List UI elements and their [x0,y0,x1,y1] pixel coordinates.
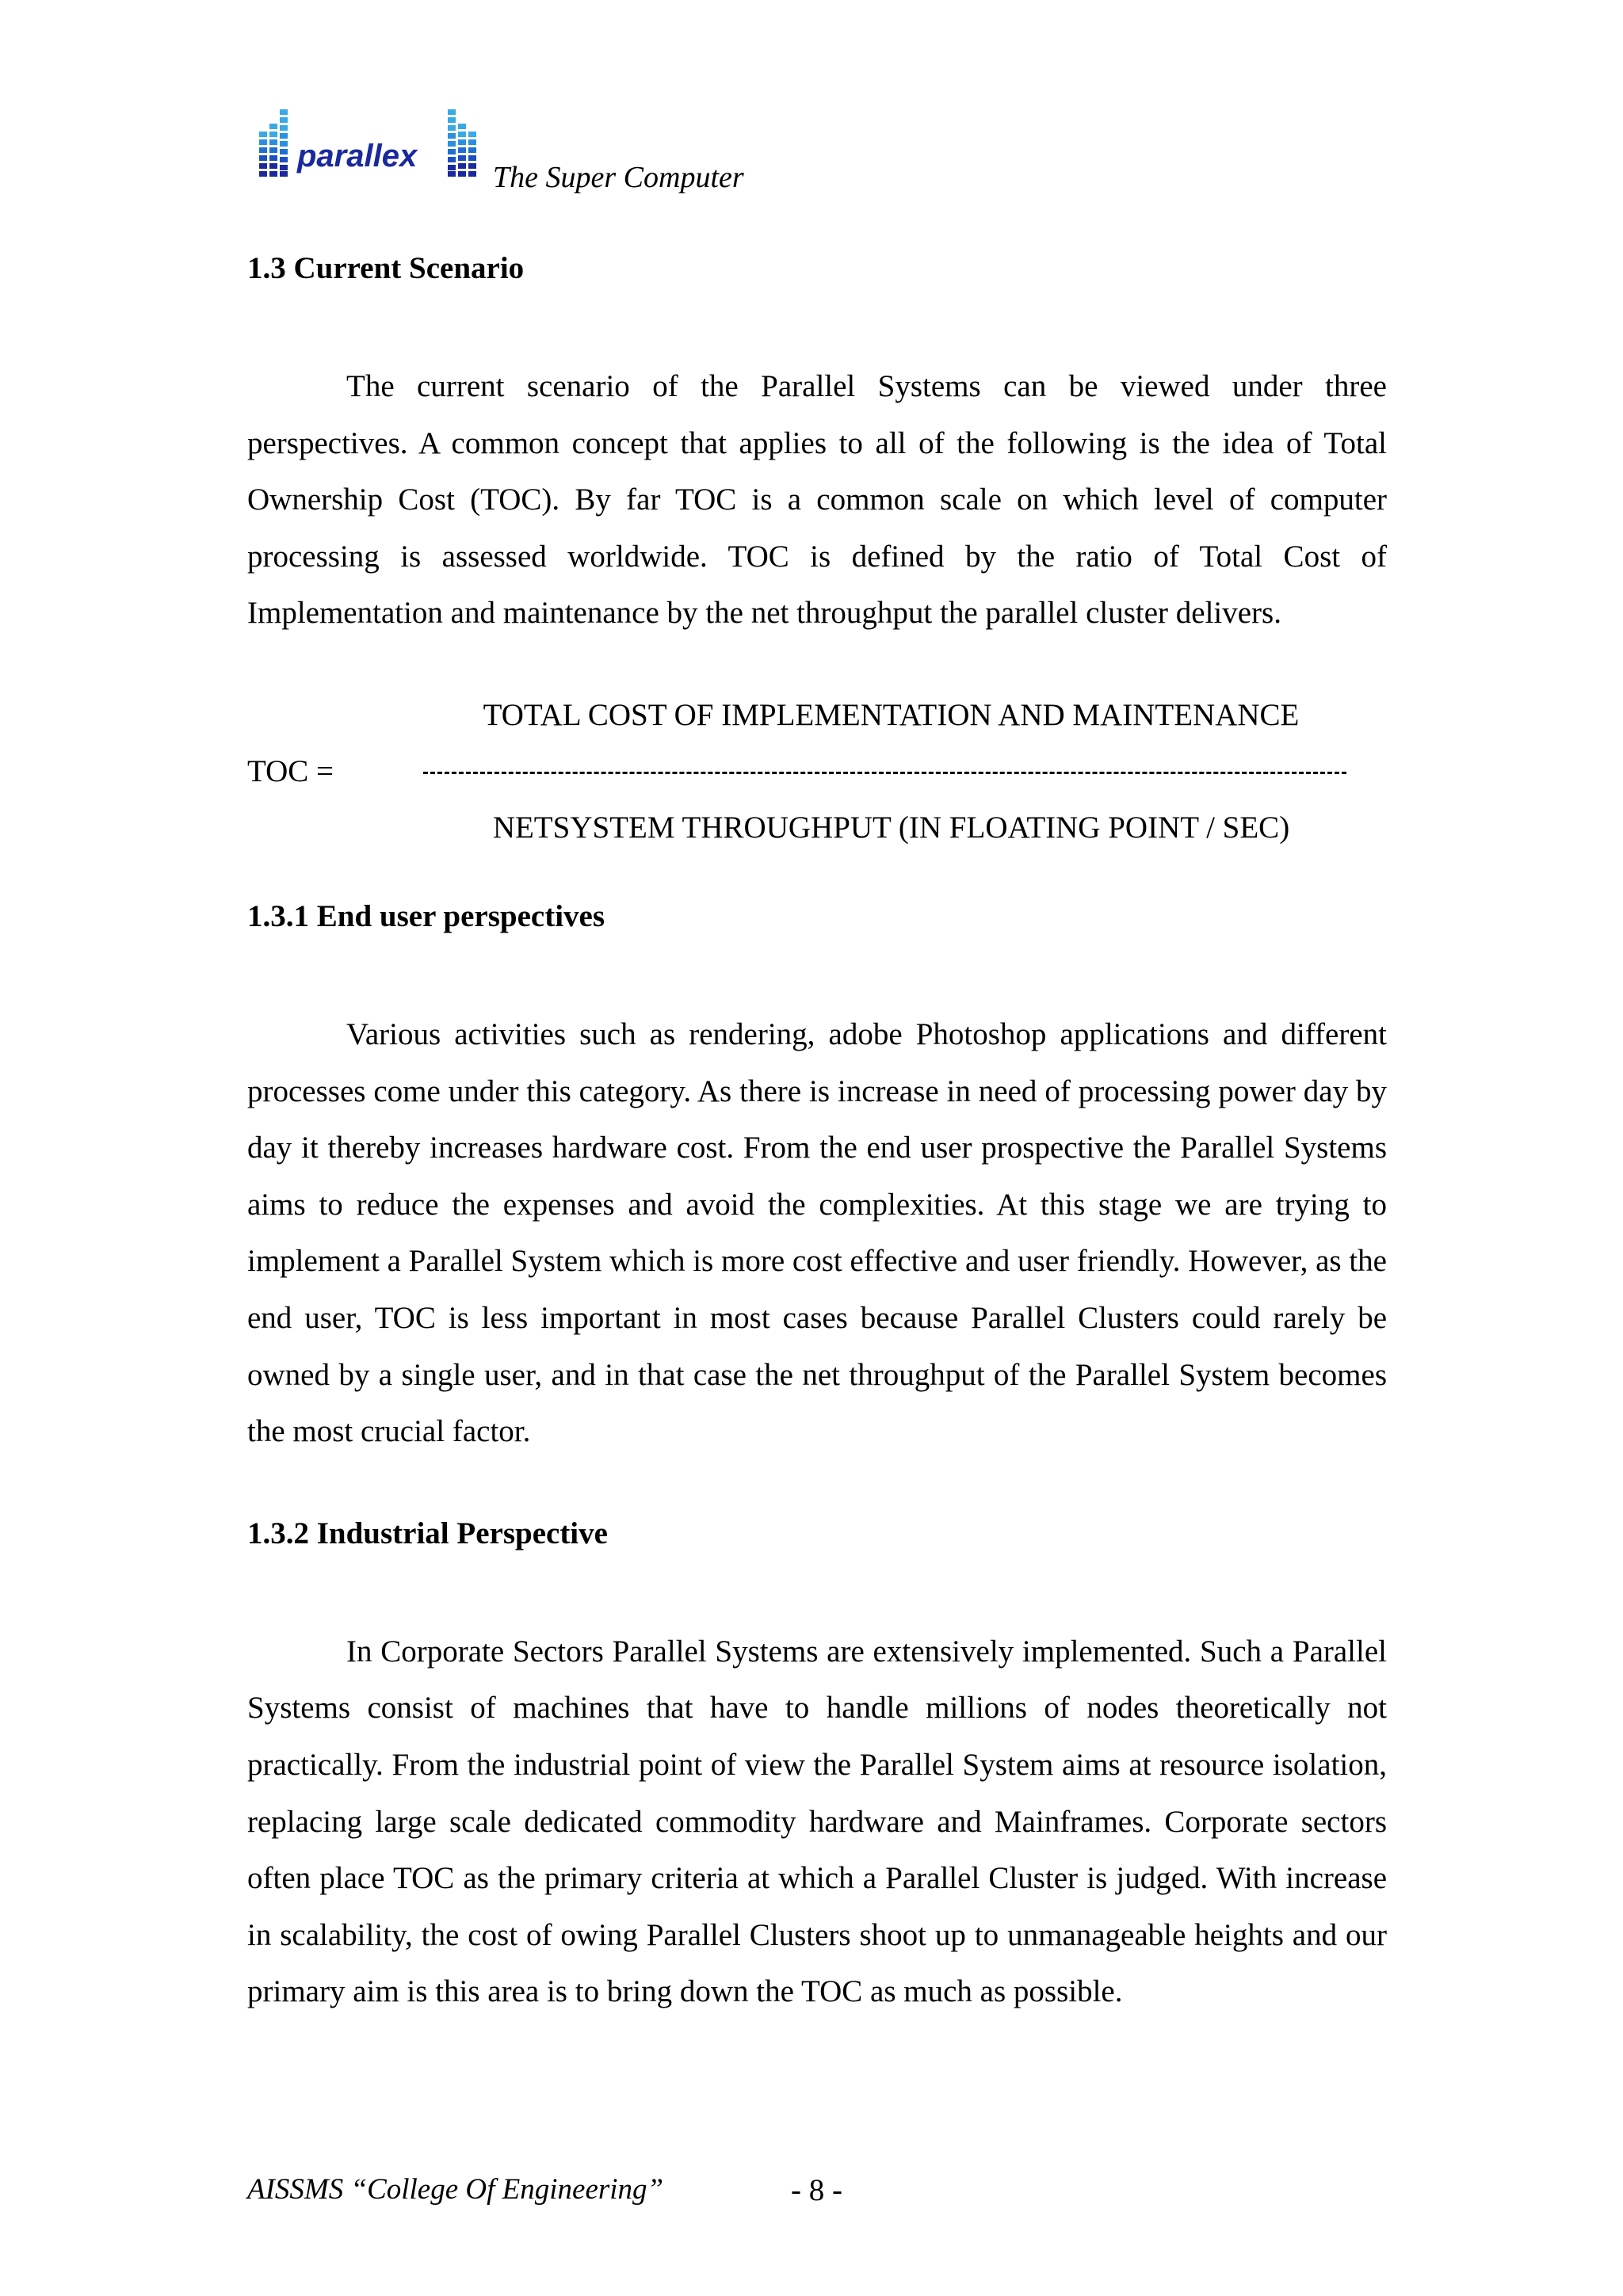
header-tagline: The Super Computer [493,161,744,194]
paragraph-end-user: Various activities such as rendering, adobe Photoshop applications and different processes come under this category. As there is increase in need of processing power day by day it thereby increases hardware cost. From the end user prospective the Parallel Systems aims to reduce the expenses and avoid the complexities. At this stage we are trying to implement a Parallel System which is more cost effective and user friendly. However, as the end user, TOC is less important in most cases because Parallel Clusters could rarely be owned by a single user, and in that case the net throughput of the Parallel System becomes the most crucial factor. [247,1016,1387,1449]
footer-college-name: AISSMS “College Of Engineering” [247,2173,664,2206]
formula-fraction-line [423,772,1346,774]
formula-denominator: NETSYSTEM THROUGHPUT (IN FLOATING POINT / SEC) [492,810,1290,845]
section-heading-current-scenario: 1.3 Current Scenario [247,251,525,285]
logo-bars-left-icon [259,109,288,177]
paragraph-industrial: In Corporate Sectors Parallel Systems are extensively implemented. Such a Parallel Systems consist of machines that have to handle millions of nodes theoretically not practically. From the industrial point of view the Parallel System aims at resource isolation, replacing large scale dedicated commodity hardware and Mainframes. Corporate sectors often place TOC as the primary criteria at which a Parallel Cluster is judged. With increase in scalability, the cost of owing Parallel Clusters shoot up to unmanageable heights and our primary aim is this area is to bring down the TOC as much as possible. [247,1634,1387,2009]
formula-lhs: TOC = [247,753,334,788]
page-footer [247,2172,1387,2220]
page-number: - 8 - [791,2173,842,2207]
parallex-logo [258,108,495,179]
logo-wordmark: parallex [297,139,418,174]
page-header [258,108,812,195]
section-heading-end-user: 1.3.1 End user perspectives [247,898,605,933]
logo-bars-right-icon [448,109,476,177]
toc-formula [247,692,1387,864]
page-body [247,246,1387,2020]
paragraph-current-scenario: The current scenario of the Parallel Systems can be viewed under three perspectives. A common concept that applies to all of the following is the idea of Total Ownership Cost (TOC). By far TOC is a common scale on which level of computer processing is assessed worldwide. TOC is defined by the ratio of Total Cost of Implementation and maintenance by the net throughput the parallel cluster delivers. [247,369,1387,631]
section-heading-industrial: 1.3.2 Industrial Perspective [247,1516,608,1550]
formula-numerator: TOTAL COST OF IMPLEMENTATION AND MAINTENANCE [483,697,1300,732]
